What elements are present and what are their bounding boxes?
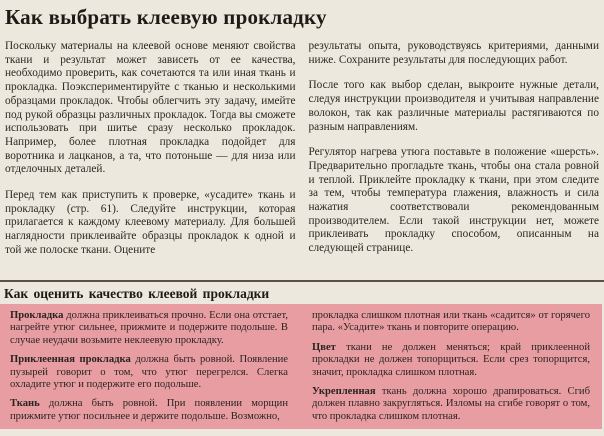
intro-left-column <box>5 40 296 280</box>
quality-item <box>10 310 288 347</box>
quality-item-text: должна быть ровной. При появлении морщин прижмите утюг посильнее и держите подольше. Возможно, <box>10 398 288 422</box>
quality-panel <box>0 304 602 429</box>
paragraph: Поскольку материалы на клеевой основе меняют свойства ткани и результат может зависеть от ее качества, необходимо проверить, как сочетаются та или иная ткань и прокладка. Поэкспериментируйте с тканью и несколькими образцами прокладок. Чтобы облегчить эту задачу, имейте под рукой образцы различных прокладок. Тогда вы сможете использовать при шитье сразу несколько прокладок. Например, более плотная прокладка подойдет для воротника и лацканов, а та, что потоньше — для низа или отделочных деталей. <box>5 40 296 176</box>
paragraph: После того как выбор сделан, выкроите нужные детали, следуя инструкции производителя и учитывая направление волокон, так как различные материалы растягиваются по разным направлениям. <box>308 79 599 133</box>
quality-item-text: ткань должна хорошо драпироваться. Сгиб должен плавно закругляться. Изломы на сгибе говорят о том, что прокладка слишком плотная. <box>312 386 590 422</box>
quality-item <box>312 310 590 335</box>
quality-item-text: должна приклеиваться прочно. Если она отстает, нагрейте утюг сильнее, прижмите и подержите подольше. В случае неудачи возьмите неклеевую прокладку. <box>10 310 288 346</box>
paragraph: Регулятор нагрева утюга поставьте в положение «шерсть». Предварительно прогладьте ткань, чтобы она стала ровной и теплой. Приклейте прокладку к ткани, при этом следите за тем, чтобы температура глажения, влажность и сила нажатия соответствовали рекомендованным производителем. Если такой инструкции нет, можете приклеивать прокладку способом, описанным на следующей странице. <box>308 146 599 255</box>
quality-item <box>10 398 288 423</box>
quality-left-column <box>10 310 288 429</box>
quality-item-text: прокладка слишком плотная или ткань «садится» от горячего пара. «Усадите» ткань и повторите операцию. <box>312 310 590 334</box>
quality-right-column <box>312 310 590 429</box>
quality-item-lead: Цвет <box>312 341 336 353</box>
quality-item-text: ткани не должен меняться; край приклеенной прокладки не должен топорщиться. Если срез топорщится, значит, прокладка слишком плотная. <box>312 341 590 378</box>
quality-item-text: должна быть ровной. Появление пузырей говорит о том, что утюг перегрелся. Слегка охладите утюг и подержите его подольше. <box>10 354 288 391</box>
quality-item <box>10 354 288 391</box>
quality-item-lead: Прокладка <box>10 310 64 321</box>
quality-section-heading: Как оценить качество клеевой прокладки <box>4 286 270 301</box>
quality-item-lead: Укрепленная <box>312 386 376 398</box>
intro-right-column <box>309 40 600 280</box>
quality-item-lead: Ткань <box>10 398 40 410</box>
page-title: Как выбрать клеевую прокладку <box>5 5 327 29</box>
quality-item <box>312 386 590 423</box>
paragraph: результаты опыта, руководствуясь критериями, данными ниже. Сохраните результаты для последующих работ. <box>308 40 599 66</box>
intro-section <box>0 30 604 280</box>
quality-item <box>312 342 590 379</box>
paragraph: Перед тем как приступить к проверке, «усадите» ткань и прокладку (стр. 61). Следуйте инструкции, которая прилагается к каждому клеевому материалу. Для большей наглядности приклеивайте образцы прокладок к одной и той же полоске ткани. Оцените <box>5 189 296 256</box>
quality-item-lead: Приклеенная прокладка <box>10 354 131 366</box>
